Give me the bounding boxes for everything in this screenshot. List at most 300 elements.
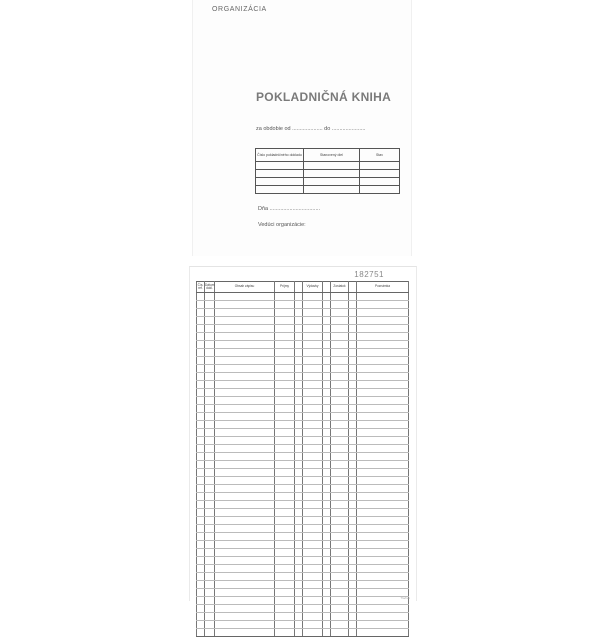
cover-table-row	[256, 178, 400, 186]
ledger-cell	[357, 341, 409, 349]
ledger-row	[197, 557, 409, 565]
ledger-cell	[205, 501, 215, 509]
ledger-cell	[295, 477, 303, 485]
ledger-cell	[349, 509, 357, 517]
ledger-cell	[215, 405, 275, 413]
ledger-cell	[205, 429, 215, 437]
ledger-cell	[349, 445, 357, 453]
ledger-cell	[197, 525, 205, 533]
ledger-cell	[357, 477, 409, 485]
ledger-row	[197, 549, 409, 557]
ledger-body	[197, 293, 409, 637]
ledger-cell	[275, 397, 295, 405]
ledger-cell	[303, 605, 323, 613]
ledger-cell	[215, 437, 275, 445]
ledger-cell	[205, 517, 215, 525]
ledger-cell	[215, 501, 275, 509]
ledger-cell	[303, 373, 323, 381]
ledger-row	[197, 501, 409, 509]
ledger-row	[197, 293, 409, 301]
ledger-cell	[197, 309, 205, 317]
cover-table-row	[256, 170, 400, 178]
ledger-cell	[323, 405, 331, 413]
ledger-cell	[349, 485, 357, 493]
ledger-cell	[205, 493, 215, 501]
ledger-row	[197, 493, 409, 501]
ledger-row	[197, 477, 409, 485]
ledger-cell	[197, 549, 205, 557]
ledger-cell	[349, 533, 357, 541]
ledger-cell	[349, 373, 357, 381]
ledger-row	[197, 597, 409, 605]
ledger-cell	[275, 501, 295, 509]
ledger-cell	[295, 605, 303, 613]
ledger-cell	[215, 549, 275, 557]
ledger-cell	[205, 605, 215, 613]
ledger-cell	[275, 533, 295, 541]
ledger-cell	[295, 333, 303, 341]
ledger-cell	[303, 429, 323, 437]
ledger-cell	[303, 461, 323, 469]
ledger-cell	[215, 557, 275, 565]
ledger-cell	[197, 485, 205, 493]
ledger-cell	[197, 517, 205, 525]
ledger-cell	[295, 621, 303, 629]
ledger-row	[197, 349, 409, 357]
ledger-cell	[331, 533, 349, 541]
ledger-cell	[323, 573, 331, 581]
ledger-cell	[323, 533, 331, 541]
ledger-cell	[295, 301, 303, 309]
ledger-cell	[205, 629, 215, 637]
ledger-cell	[323, 317, 331, 325]
ledger-cell	[303, 581, 323, 589]
ledger-cell	[275, 301, 295, 309]
ledger-cell	[275, 357, 295, 365]
ledger-cell	[323, 349, 331, 357]
ledger-cell	[331, 445, 349, 453]
ledger-row	[197, 525, 409, 533]
ledger-row	[197, 325, 409, 333]
ledger-cell	[275, 605, 295, 613]
ledger-cell	[205, 597, 215, 605]
ledger-cell	[323, 413, 331, 421]
ledger-cell	[357, 429, 409, 437]
organization-label: ORGANIZÁCIA	[212, 6, 267, 13]
ledger-cell	[215, 493, 275, 501]
ledger-cell	[349, 293, 357, 301]
ledger-cell	[275, 517, 295, 525]
ledger-cell	[197, 461, 205, 469]
ledger-cell	[349, 493, 357, 501]
ledger-cell	[331, 605, 349, 613]
ledger-cell	[349, 613, 357, 621]
ledger-cell	[331, 461, 349, 469]
ledger-cell	[303, 549, 323, 557]
ledger-cell	[357, 453, 409, 461]
ledger-cell	[357, 349, 409, 357]
ledger-cell	[323, 629, 331, 637]
ledger-cell	[357, 469, 409, 477]
ledger-cell	[349, 557, 357, 565]
ledger-cell	[275, 597, 295, 605]
ledger-cell	[303, 381, 323, 389]
ledger-cell	[323, 453, 331, 461]
ledger-cell	[275, 333, 295, 341]
ledger-cell	[197, 453, 205, 461]
ledger-cell	[331, 469, 349, 477]
ledger-cell	[331, 549, 349, 557]
ledger-cell	[295, 381, 303, 389]
ledger-cell	[205, 509, 215, 517]
ledger-cell	[215, 597, 275, 605]
ledger-cell	[331, 573, 349, 581]
ledger-cell	[323, 517, 331, 525]
ledger-cell	[197, 389, 205, 397]
ledger-cell	[323, 445, 331, 453]
ledger-cell	[275, 525, 295, 533]
ledger-cell	[303, 541, 323, 549]
cover-table-row	[256, 186, 400, 194]
ledger-cell	[215, 365, 275, 373]
ledger-cell	[349, 429, 357, 437]
ledger-cell	[275, 477, 295, 485]
ledger-cell	[349, 469, 357, 477]
ledger-cell	[295, 349, 303, 357]
ledger-cell	[303, 333, 323, 341]
footer-code: Tlačivo	[400, 596, 410, 600]
ledger-cell	[215, 389, 275, 397]
ledger-cell	[197, 341, 205, 349]
ledger-row	[197, 565, 409, 573]
ledger-cell	[349, 405, 357, 413]
ledger-cell	[215, 565, 275, 573]
ledger-cell	[205, 317, 215, 325]
ledger-cell	[275, 341, 295, 349]
ledger-cell	[275, 309, 295, 317]
ledger-cell	[349, 549, 357, 557]
ledger-cell	[215, 517, 275, 525]
ledger-header-income-sub	[295, 282, 303, 293]
ledger-cell	[331, 509, 349, 517]
ledger-row	[197, 357, 409, 365]
ledger-cell	[349, 413, 357, 421]
ledger-cell	[205, 525, 215, 533]
ledger-cell	[295, 405, 303, 413]
ledger-cell	[215, 413, 275, 421]
ledger-cell	[331, 373, 349, 381]
ledger-cell	[303, 509, 323, 517]
ledger-header-content: Obsah zápisu	[215, 282, 275, 293]
ledger-cell	[275, 509, 295, 517]
ledger-cell	[303, 597, 323, 605]
ledger-row	[197, 437, 409, 445]
ledger-cell	[197, 557, 205, 565]
ledger-cell	[349, 349, 357, 357]
ledger-cell	[349, 389, 357, 397]
ledger-cell	[275, 557, 295, 565]
ledger-row	[197, 509, 409, 517]
ledger-cell	[323, 565, 331, 573]
ledger-cell	[205, 309, 215, 317]
ledger-cell	[205, 349, 215, 357]
ledger-cell	[349, 605, 357, 613]
ledger-cell	[323, 605, 331, 613]
cover-table-row	[256, 162, 400, 170]
ledger-cell	[357, 549, 409, 557]
ledger-cell	[295, 469, 303, 477]
ledger-cell	[349, 589, 357, 597]
ledger-cell	[357, 365, 409, 373]
serial-number: 182751	[354, 270, 384, 279]
ledger-row	[197, 541, 409, 549]
ledger-cell	[197, 597, 205, 605]
ledger-row	[197, 381, 409, 389]
ledger-row	[197, 333, 409, 341]
ledger-row	[197, 389, 409, 397]
ledger-cell	[215, 541, 275, 549]
ledger-cell	[275, 437, 295, 445]
ledger-cell	[349, 381, 357, 389]
ledger-cell	[275, 461, 295, 469]
ledger-cell	[323, 381, 331, 389]
ledger-cell	[295, 533, 303, 541]
ledger-cell	[357, 333, 409, 341]
ledger-cell	[357, 533, 409, 541]
ledger-cell	[303, 525, 323, 533]
ledger-cell	[331, 485, 349, 493]
ledger-cell	[331, 501, 349, 509]
ledger-cell	[295, 341, 303, 349]
ledger-cell	[323, 429, 331, 437]
ledger-row	[197, 613, 409, 621]
ledger-cell	[215, 613, 275, 621]
ledger-cell	[331, 437, 349, 445]
ledger-cell	[215, 397, 275, 405]
ledger-cell	[215, 373, 275, 381]
ledger-cell	[295, 325, 303, 333]
ledger-cell	[331, 341, 349, 349]
cover-table-header-part: Stanovený diel	[304, 149, 360, 162]
ledger-cell	[357, 357, 409, 365]
ledger-cell	[215, 469, 275, 477]
ledger-cell	[197, 421, 205, 429]
ledger-cell	[197, 469, 205, 477]
ledger-cell	[215, 421, 275, 429]
ledger-cell	[205, 533, 215, 541]
ledger-cell	[331, 517, 349, 525]
ledger-cell	[357, 525, 409, 533]
ledger-cell	[197, 373, 205, 381]
ledger-cell	[275, 493, 295, 501]
ledger-cell	[275, 365, 295, 373]
ledger-cell	[275, 613, 295, 621]
ledger-cell	[275, 541, 295, 549]
ledger-cell	[349, 421, 357, 429]
ledger-cell	[275, 621, 295, 629]
ledger-cell	[303, 501, 323, 509]
ledger-cell	[323, 309, 331, 317]
ledger-cell	[295, 437, 303, 445]
ledger-cell	[331, 597, 349, 605]
ledger-cell	[331, 381, 349, 389]
ledger-cell	[215, 477, 275, 485]
ledger-cell	[331, 333, 349, 341]
ledger-cell	[205, 437, 215, 445]
ledger-cell	[303, 309, 323, 317]
ledger-cell	[349, 573, 357, 581]
ledger-cell	[295, 613, 303, 621]
ledger-cell	[205, 365, 215, 373]
ledger-cell	[215, 309, 275, 317]
ledger-cell	[303, 613, 323, 621]
ledger-cell	[357, 325, 409, 333]
ledger-cell	[205, 469, 215, 477]
ledger-row	[197, 573, 409, 581]
ledger-cell	[357, 517, 409, 525]
ledger-cell	[197, 605, 205, 613]
cover-sheet	[192, 0, 412, 256]
ledger-cell	[275, 485, 295, 493]
ledger-cell	[357, 541, 409, 549]
ledger-row	[197, 453, 409, 461]
ledger-cell	[197, 301, 205, 309]
ledger-cell	[197, 349, 205, 357]
ledger-cell	[303, 389, 323, 397]
ledger-cell	[205, 613, 215, 621]
ledger-cell	[295, 445, 303, 453]
ledger-cell	[331, 317, 349, 325]
ledger-cell	[215, 629, 275, 637]
ledger-cell	[197, 509, 205, 517]
ledger-cell	[295, 589, 303, 597]
cover-summary-table	[255, 148, 400, 194]
ledger-cell	[331, 301, 349, 309]
ledger-row	[197, 605, 409, 613]
ledger-cell	[331, 581, 349, 589]
ledger-cell	[275, 373, 295, 381]
ledger-row	[197, 517, 409, 525]
ledger-cell	[197, 589, 205, 597]
ledger-cell	[197, 397, 205, 405]
ledger-cell	[349, 325, 357, 333]
ledger-cell	[215, 333, 275, 341]
ledger-cell	[197, 581, 205, 589]
ledger-cell	[303, 517, 323, 525]
ledger-cell	[295, 501, 303, 509]
ledger-cell	[295, 421, 303, 429]
ledger-cell	[295, 509, 303, 517]
ledger-cell	[275, 413, 295, 421]
ledger-cell	[331, 525, 349, 533]
ledger-cell	[295, 413, 303, 421]
ledger-row	[197, 445, 409, 453]
ledger-cell	[303, 413, 323, 421]
ledger-cell	[205, 581, 215, 589]
ledger-cell	[303, 365, 323, 373]
ledger-cell	[197, 533, 205, 541]
ledger-cell	[331, 349, 349, 357]
ledger-header-income: Príjmy	[275, 282, 295, 293]
ledger-cell	[331, 309, 349, 317]
ledger-cell	[323, 437, 331, 445]
ledger-cell	[303, 421, 323, 429]
ledger-cell	[323, 301, 331, 309]
ledger-cell	[323, 397, 331, 405]
ledger-cell	[295, 453, 303, 461]
ledger-cell	[197, 573, 205, 581]
ledger-cell	[303, 317, 323, 325]
ledger-cell	[295, 517, 303, 525]
ledger-cell	[295, 549, 303, 557]
ledger-cell	[303, 405, 323, 413]
ledger-cell	[331, 557, 349, 565]
ledger-cell	[205, 357, 215, 365]
ledger-cell	[303, 445, 323, 453]
ledger-cell	[349, 397, 357, 405]
ledger-cell	[197, 493, 205, 501]
ledger-cell	[331, 397, 349, 405]
ledger-cell	[349, 453, 357, 461]
ledger-cell	[303, 293, 323, 301]
ledger-cell	[197, 333, 205, 341]
date-line: Dňa .................................	[258, 206, 321, 212]
ledger-cell	[349, 597, 357, 605]
page-title: POKLADNIČNÁ KNIHA	[256, 90, 392, 104]
ledger-cell	[349, 437, 357, 445]
ledger-cell	[357, 373, 409, 381]
ledger-cell	[349, 365, 357, 373]
ledger-cell	[197, 381, 205, 389]
ledger-cell	[215, 589, 275, 597]
ledger-cell	[215, 461, 275, 469]
ledger-table	[196, 281, 409, 637]
ledger-cell	[331, 629, 349, 637]
ledger-cell	[215, 573, 275, 581]
ledger-cell	[303, 469, 323, 477]
ledger-cell	[215, 381, 275, 389]
ledger-cell	[215, 525, 275, 533]
manager-signature-label: Vedúci organizácie:	[258, 222, 306, 228]
ledger-cell	[323, 613, 331, 621]
ledger-cell	[215, 317, 275, 325]
ledger-cell	[323, 341, 331, 349]
ledger-cell	[215, 445, 275, 453]
ledger-cell	[331, 389, 349, 397]
ledger-cell	[275, 389, 295, 397]
ledger-row	[197, 581, 409, 589]
ledger-cell	[275, 325, 295, 333]
ledger-cell	[295, 493, 303, 501]
ledger-cell	[295, 293, 303, 301]
ledger-cell	[205, 589, 215, 597]
ledger-cell	[323, 485, 331, 493]
ledger-cell	[295, 317, 303, 325]
ledger-header-balance-sub	[349, 282, 357, 293]
ledger-cell	[323, 509, 331, 517]
ledger-cell	[357, 493, 409, 501]
ledger-cell	[215, 509, 275, 517]
ledger-cell	[275, 405, 295, 413]
ledger-cell	[215, 485, 275, 493]
ledger-cell	[197, 613, 205, 621]
ledger-cell	[331, 429, 349, 437]
ledger-row	[197, 421, 409, 429]
ledger-cell	[197, 405, 205, 413]
ledger-cell	[205, 405, 215, 413]
ledger-cell	[295, 461, 303, 469]
ledger-cell	[275, 445, 295, 453]
